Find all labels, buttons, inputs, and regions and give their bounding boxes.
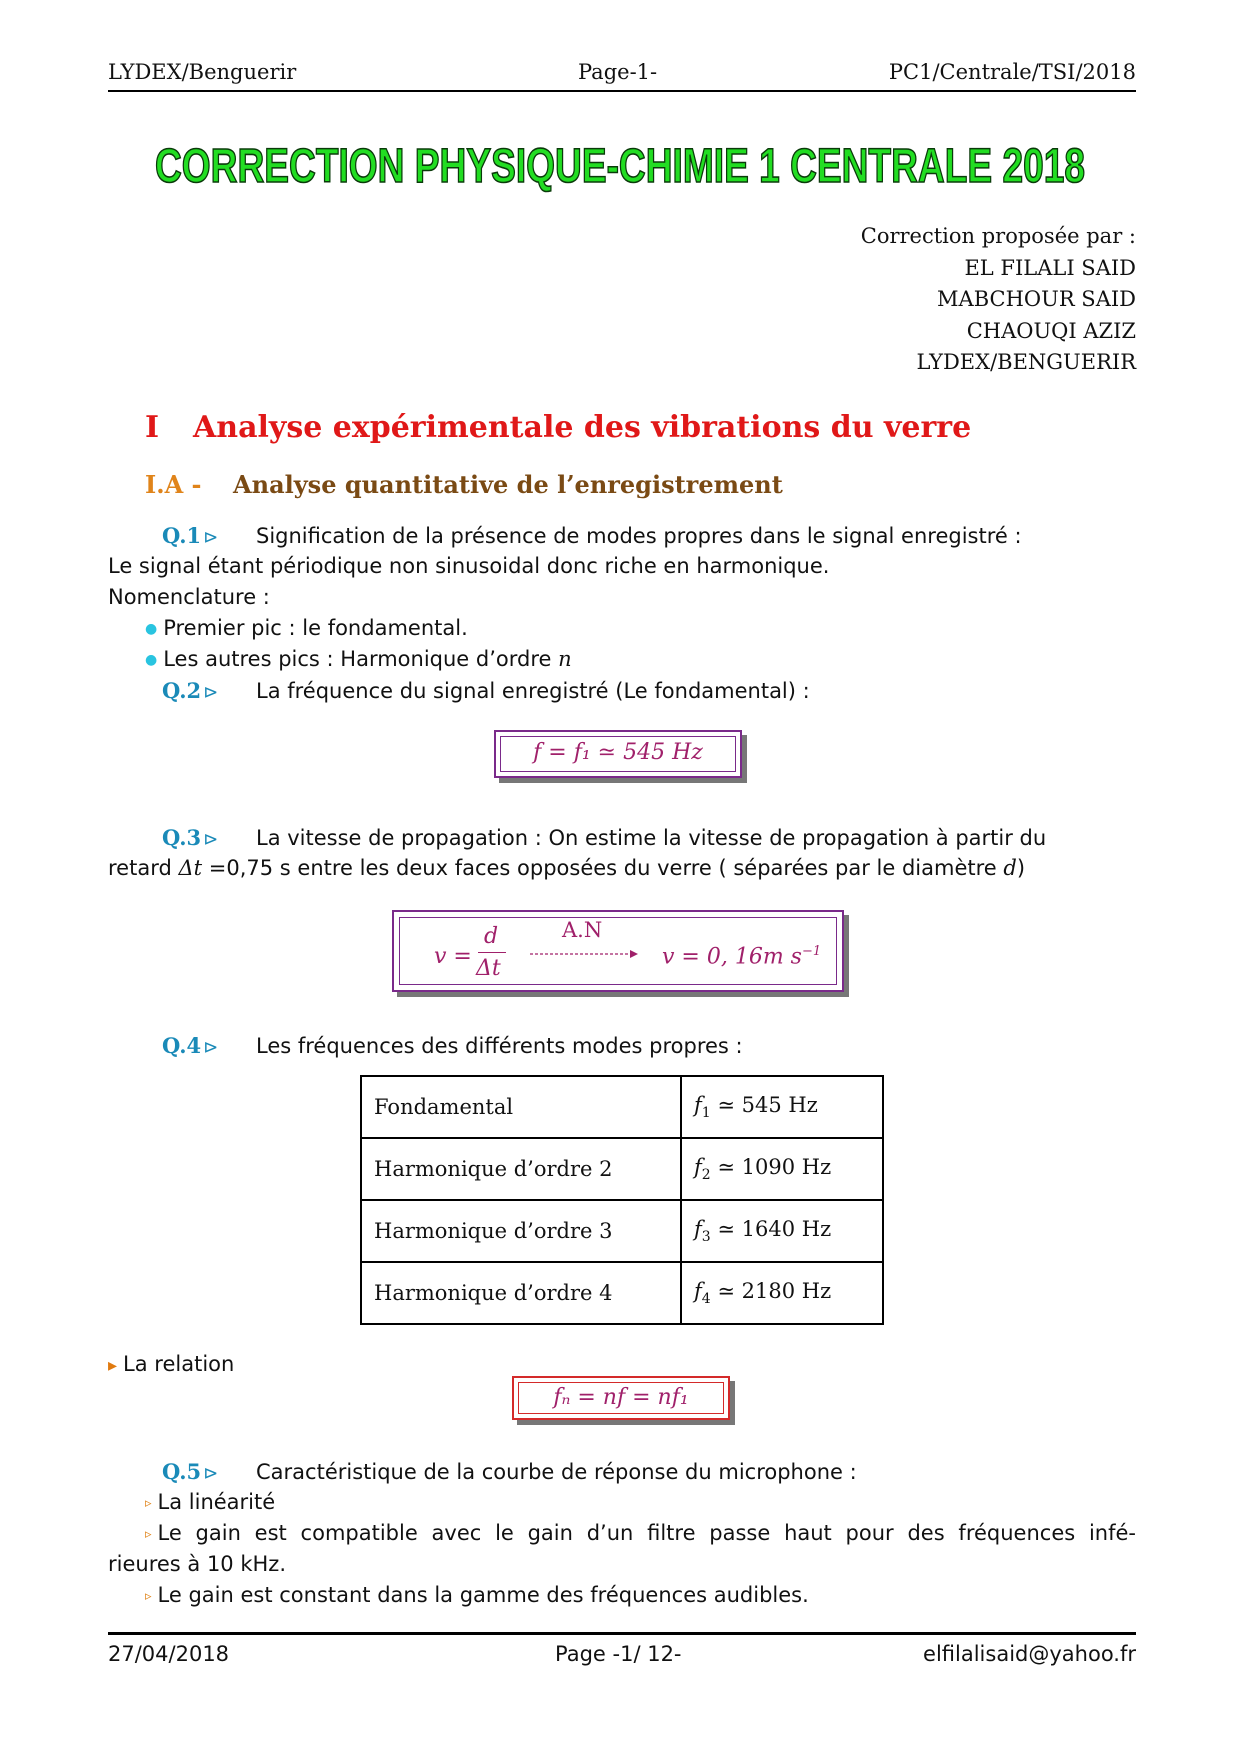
bullet-dot-icon: ●: [145, 652, 158, 668]
freq-symbol: f: [694, 1278, 702, 1303]
fraction-bar: [478, 952, 506, 953]
header-right: PC1/Centrale/TSI/2018: [888, 60, 1136, 84]
footer-email: elfilalisaid@yahoo.fr: [923, 1642, 1136, 1666]
table-row: [361, 1262, 883, 1324]
q4-label: Q.4: [162, 1033, 202, 1058]
author-school: LYDEX/BENGUERIR: [916, 350, 1136, 374]
triangle-marker-icon: ⊳: [203, 1037, 219, 1058]
q3-text-2a: retard: [108, 856, 172, 880]
bullet-text: Les autres pics : Harmonique d’ordre: [163, 647, 552, 671]
q1-bullet-1: [145, 613, 468, 645]
header-center: Page-1-: [578, 60, 658, 84]
q4-line: [162, 1030, 743, 1063]
math-var-n: n: [558, 647, 572, 671]
mode-cell: Harmonique d’ordre 4: [361, 1262, 681, 1324]
section-heading: [145, 410, 971, 445]
relation-label: La relation: [123, 1352, 235, 1376]
small-triangle-icon: ▹: [145, 1496, 152, 1511]
freq-value: ≃ 1640 Hz: [710, 1216, 832, 1241]
table-row: [361, 1200, 883, 1262]
freq-cell: [681, 1076, 883, 1138]
authors-block: [861, 221, 1136, 379]
relation-line: [108, 1349, 234, 1381]
bullet-text: La linéarité: [157, 1490, 276, 1514]
formula-rhs: [662, 944, 821, 969]
header-left: LYDEX/Benguerir: [108, 60, 297, 84]
relation-formula: fₙ = nf = nf₁: [553, 1385, 689, 1410]
q4-title: Les fréquences des différents modes propres :: [256, 1034, 743, 1058]
section-number: I: [145, 410, 160, 445]
freq-symbol: f: [694, 1154, 702, 1179]
mode-cell: Harmonique d’ordre 3: [361, 1200, 681, 1262]
small-triangle-icon: ▹: [145, 1589, 152, 1604]
q3-text-2c: ): [1016, 856, 1026, 880]
q2-line: [162, 675, 810, 708]
math-var-d: d: [1003, 856, 1017, 880]
orange-triangle-icon: ▸: [108, 1355, 118, 1376]
table-row: [361, 1076, 883, 1138]
authors-intro: Correction proposée par :: [860, 224, 1136, 248]
q5-label: Q.5: [162, 1459, 202, 1484]
q1-line: [162, 520, 1022, 553]
mode-cell: Fondamental: [361, 1076, 681, 1138]
q1-text-2: Nomenclature :: [108, 585, 270, 609]
q5-title: Caractéristique de la courbe de réponse du microphone :: [256, 1460, 857, 1484]
table-row: [361, 1138, 883, 1200]
freq-index: 2: [701, 1167, 711, 1184]
q5-bullet-3: [145, 1580, 809, 1612]
q2-title: La fréquence du signal enregistré (Le fondamental) :: [256, 679, 810, 703]
q5-line: [162, 1456, 857, 1489]
bullet-dot-icon: ●: [145, 621, 158, 637]
subsection-number: I.A -: [145, 470, 202, 499]
triangle-marker-icon: ⊳: [203, 1463, 219, 1484]
q5-bullet-2-cont: rieures à 10 kHz.: [108, 1552, 286, 1576]
triangle-marker-icon: ⊳: [203, 682, 219, 703]
relation-formula-box: [512, 1376, 730, 1420]
footer-date: 27/04/2018: [108, 1642, 230, 1666]
footer-page: Page -1/ 12-: [555, 1642, 682, 1666]
freq-index: 4: [701, 1291, 711, 1308]
q5-bullet-2: [145, 1518, 1136, 1550]
q5-bullet-1: [145, 1487, 275, 1519]
freq-cell: [681, 1262, 883, 1324]
triangle-marker-icon: ⊳: [203, 829, 219, 850]
q2-formula-box: [494, 730, 742, 778]
freq-value: ≃ 2180 Hz: [710, 1278, 832, 1303]
freq-symbol: f: [694, 1216, 702, 1241]
freq-cell: [681, 1200, 883, 1262]
header-rule: [108, 90, 1136, 92]
triangle-marker-icon: ⊳: [203, 527, 219, 548]
q1-title: Signification de la présence de modes propres dans le signal enregistré :: [256, 524, 1022, 548]
page-header: [108, 60, 1136, 90]
bullet-text: Le gain est compatible avec le gain d’un filtre passe haut pour des fréquences infé-: [157, 1521, 1136, 1545]
bullet-text: Le gain est constant dans la gamme des fréquences audibles.: [157, 1583, 809, 1607]
math-delta-t: Δt: [178, 856, 203, 880]
formula-rhs-text: v = 0, 16m s: [662, 944, 802, 970]
freq-index: 3: [701, 1229, 711, 1246]
author-name: CHAOUQI AZIZ: [966, 318, 1136, 343]
page-footer: [108, 1642, 1136, 1672]
q1-bullet-2: [145, 644, 572, 676]
title-graphic: [100, 130, 1140, 200]
arrow-label: A.N: [562, 918, 603, 942]
q3-line-1: [162, 822, 1136, 855]
formula-numerator: d: [483, 924, 499, 949]
footer-rule: [108, 1632, 1136, 1635]
q1-label: Q.1: [162, 523, 202, 548]
page-title: [100, 130, 1140, 204]
arrow-icon: [530, 948, 640, 960]
author-name: MABCHOUR SAID: [937, 287, 1136, 311]
subsection-heading: [145, 470, 783, 499]
formula-denominator: Δt: [476, 956, 501, 981]
freq-value: ≃ 1090 Hz: [710, 1154, 832, 1179]
author-name: EL FILALI SAID: [964, 255, 1136, 280]
title-text: CORRECTION PHYSIQUE-CHIMIE 1 CENTRALE 2018: [155, 140, 1085, 193]
formula-exponent: −1: [801, 944, 822, 959]
q1-text-1: Le signal étant périodique non sinusoidal donc riche en harmonique.: [108, 554, 830, 578]
bullet-text: Premier pic : le fondamental.: [163, 616, 468, 640]
section-title: Analyse expérimentale des vibrations du verre: [193, 410, 972, 445]
freq-index: 1: [701, 1105, 711, 1122]
modes-table: [360, 1075, 884, 1325]
q2-formula: f = f₁ ≃ 545 Hz: [533, 740, 703, 765]
q3-text-1: La vitesse de propagation : On estime la vitesse de propagation à partir du: [256, 826, 1047, 850]
freq-symbol: f: [694, 1092, 702, 1117]
freq-cell: [681, 1138, 883, 1200]
q3-line-2: [108, 853, 1025, 884]
mode-cell: Harmonique d’ordre 2: [361, 1138, 681, 1200]
q3-text-2b: =0,75 s entre les deux faces opposées du verre ( séparées par le diamètre: [208, 856, 997, 880]
subsection-title: Analyse quantitative de l’enregistrement: [233, 470, 783, 499]
formula-lhs: v =: [434, 944, 472, 969]
small-triangle-icon: ▹: [145, 1527, 152, 1542]
q2-label: Q.2: [162, 678, 202, 703]
freq-value: ≃ 545 Hz: [710, 1092, 818, 1117]
q3-formula-box: [392, 910, 844, 992]
q3-label: Q.3: [162, 825, 202, 850]
